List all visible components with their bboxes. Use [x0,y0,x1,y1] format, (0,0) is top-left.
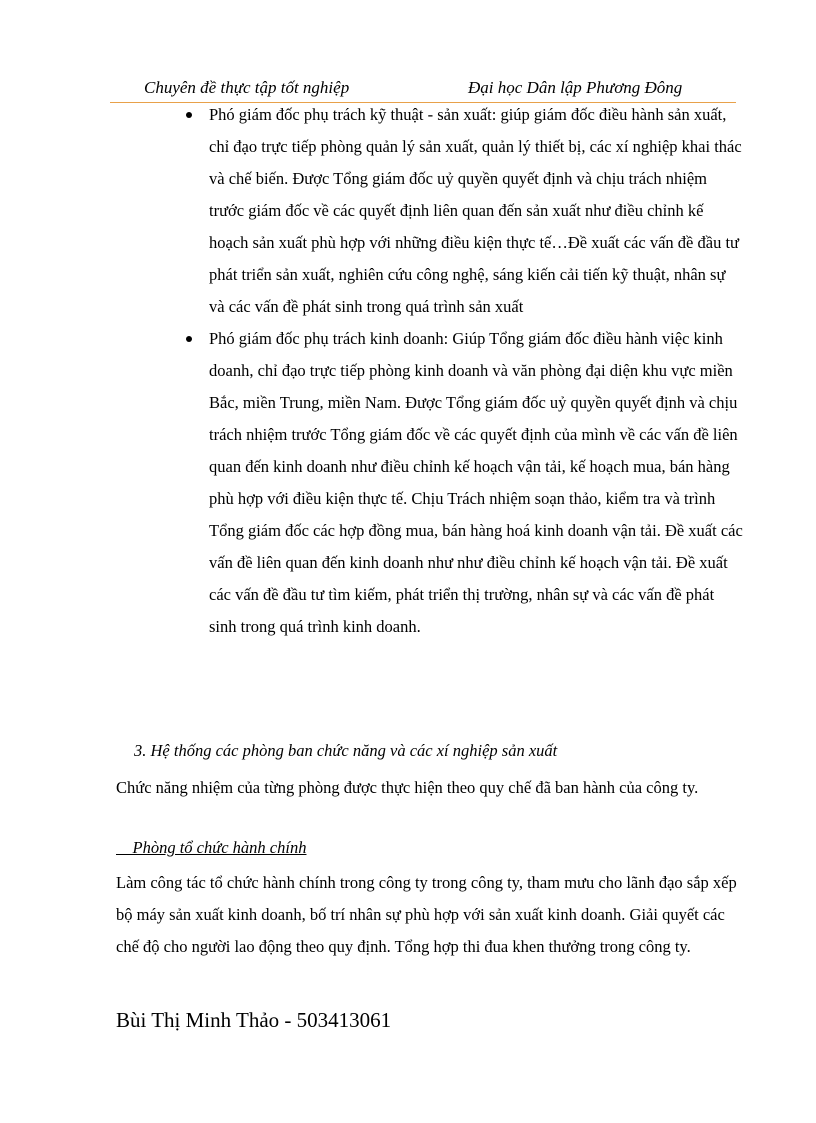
intro-paragraph: Chức năng nhiệm của từng phòng được thực hiện theo quy chế đã ban hành của công ty. [116,778,699,797]
footer-author: Bùi Thị Minh Thảo - 503413061 [116,1008,392,1032]
list-item-text: Phó giám đốc phụ trách kỹ thuật - sản xuất: giúp giám đốc điều hành sản xuất, chỉ đạo trực tiếp phòng quản lý sản xuất, quản lý thiết bị, các xí nghiệp khai thác và chế biến. Được Tổng giám đốc uỷ quyền quyết định và chịu trách nhiệm trước giám đốc về các quyết định liên quan đến sản xuất như điều chỉnh kế hoạch sản xuất phù hợp với những điều kiện thực tế…Đề xuất các vấn đề đầu tư phát triển sản xuất, nghiên cứu công nghệ, sáng kiến cải tiến kỹ thuật, nhân sự và các vấn đề phát sinh trong quá trình sản xuất [209,105,742,316]
header-right-title: Đại học Dân lập Phương Đông [468,78,683,97]
body-paragraph: Làm công tác tổ chức hành chính trong công ty trong công ty, tham mưu cho lãnh đạo sắp xếp bộ máy sản xuất kinh doanh, bố trí nhân sự phù hợp với sản xuất kinh doanh. Giải quyết các chế độ cho người lao động theo quy định. Tổng hợp thi đua khen thưởng trong công ty. [116,873,737,956]
bullet-icon [186,112,192,118]
header-left-title: Chuyên đề thực tập tốt nghiệp [144,78,350,97]
responsibility-list [183,99,743,643]
list-item [183,323,743,643]
section-title: 3. Hệ thống các phòng ban chức năng và các xí nghiệp sản xuất [134,741,558,760]
sub-heading: Phòng tổ chức hành chính [116,838,307,857]
list-item [183,99,743,323]
list-item-text: Phó giám đốc phụ trách kinh doanh: Giúp Tổng giám đốc điều hành việc kinh doanh, chỉ đạo trực tiếp phòng kinh doanh và văn phòng đại diện khu vực miền Bắc, miền Trung, miền Nam. Được Tổng giám đốc uỷ quyền quyết định và chịu trách nhiệm trước Tổng giám đốc về các quyết định của mình về các vấn đề liên quan đến kinh doanh như điều chỉnh kế hoạch vận tải, kế hoạch mua, bán hàng phù hợp với điều kiện thực tế. Chịu Trách nhiệm soạn thảo, kiểm tra và trình Tổng giám đốc các hợp đồng mua, bán hàng hoá kinh doanh vận tải. Đề xuất các vấn đề liên quan đến kinh doanh như như điều chỉnh kế hoạch vận tải. Đề xuất các vấn đề đầu tư tìm kiếm, phát triển thị trường, nhân sự và các vấn đề phát sinh trong quá trình kinh doanh. [209,329,743,636]
bullet-icon [186,336,192,342]
